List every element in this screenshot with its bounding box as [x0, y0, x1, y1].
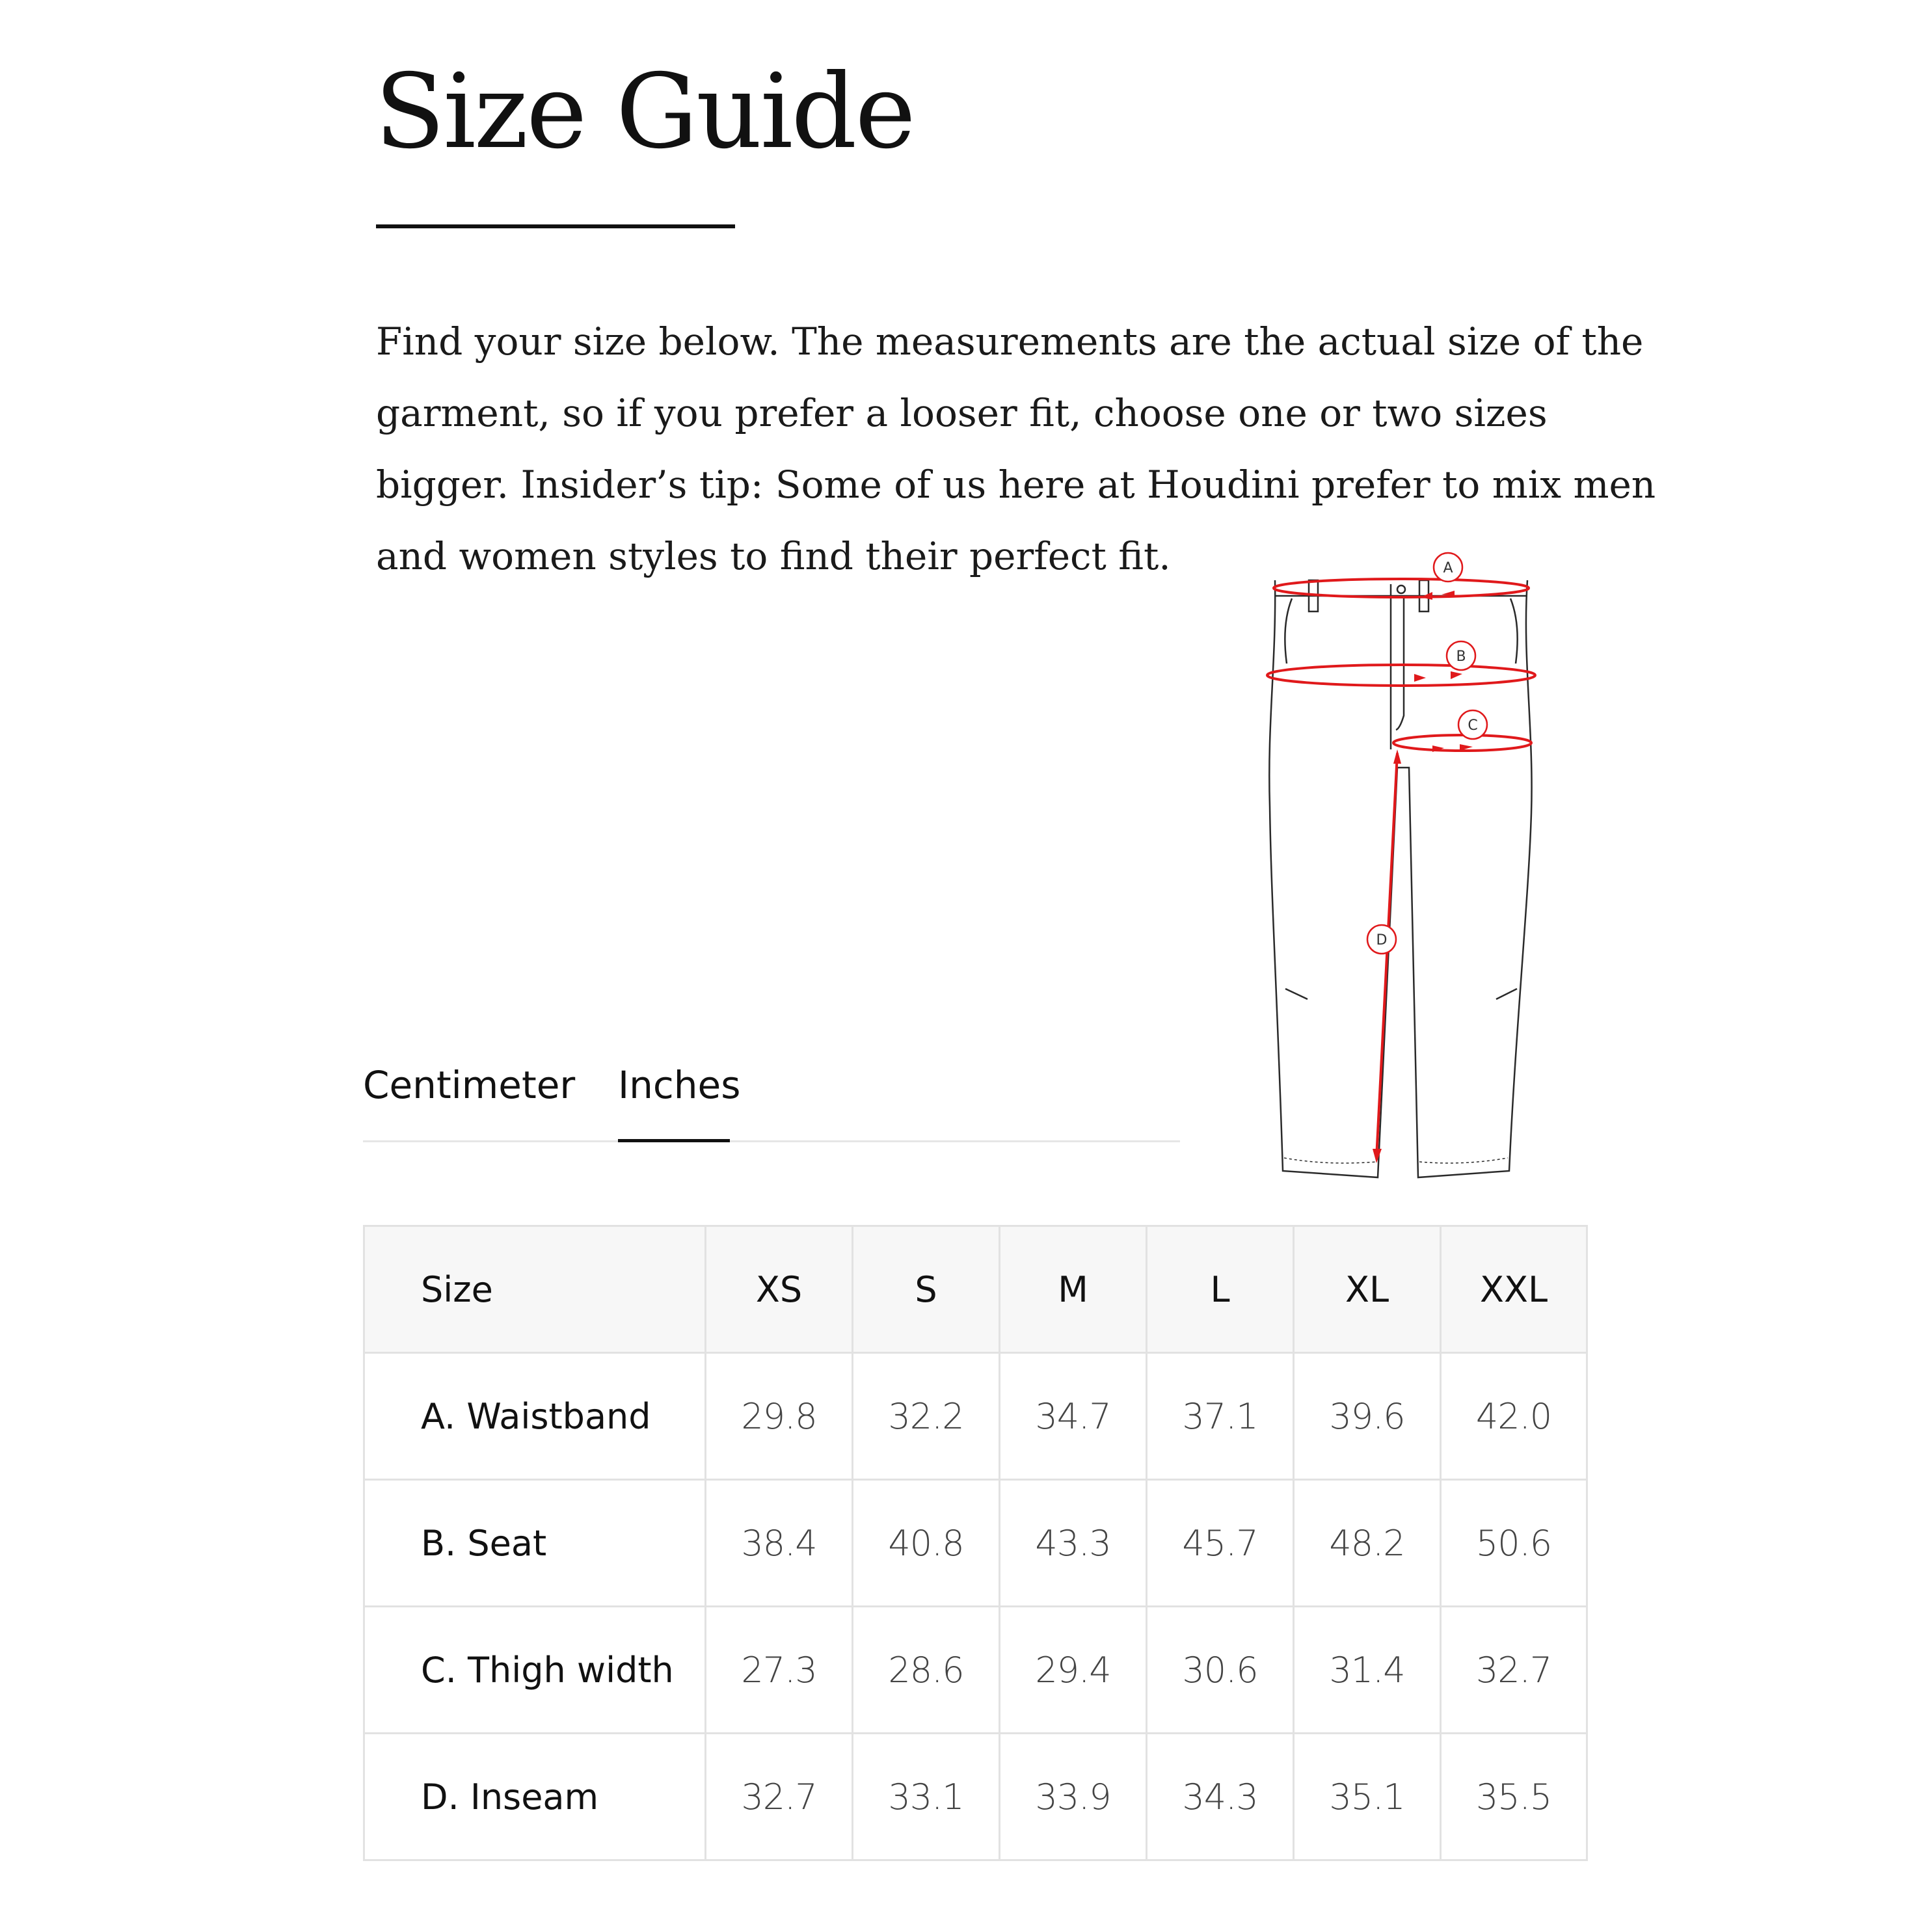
table-cell: 31.4: [1294, 1607, 1441, 1734]
table-cell: 50.6: [1441, 1480, 1587, 1607]
table-cell: 27.3: [706, 1607, 853, 1734]
table-cell: 32.7: [1441, 1607, 1587, 1734]
table-row: [364, 1607, 1587, 1734]
table-cell: 37.1: [1147, 1353, 1294, 1480]
size-table: [363, 1225, 1588, 1861]
table-row: [364, 1353, 1587, 1480]
table-cell: 29.8: [706, 1353, 853, 1480]
title-divider: [376, 224, 735, 228]
intro-line: garment, so if you prefer a looser fit, choose one or two sizes: [376, 391, 1548, 435]
table-cell: 45.7: [1147, 1480, 1294, 1607]
marker-b: B: [1456, 649, 1466, 665]
marker-d: D: [1376, 932, 1388, 948]
header-m: M: [1000, 1226, 1147, 1353]
table-cell: 42.0: [1441, 1353, 1587, 1480]
table-cell: 35.5: [1441, 1734, 1587, 1860]
table-cell: 39.6: [1294, 1353, 1441, 1480]
marker-c: C: [1468, 718, 1478, 734]
page-title: Size Guide: [375, 52, 914, 172]
row-label: A. Waistband: [364, 1353, 706, 1480]
header-xxl: XXL: [1441, 1226, 1587, 1353]
tab-centimeter[interactable]: Centimeter: [363, 1063, 576, 1107]
header-s: S: [853, 1226, 1000, 1353]
header-xl: XL: [1294, 1226, 1441, 1353]
table-cell: 30.6: [1147, 1607, 1294, 1734]
table-header-row: [364, 1226, 1587, 1353]
table-cell: 38.4: [706, 1480, 853, 1607]
table-cell: 32.7: [706, 1734, 853, 1860]
row-label: B. Seat: [364, 1480, 706, 1607]
table-row: [364, 1734, 1587, 1860]
intro-line: and women styles to find their perfect fit.: [376, 534, 1171, 578]
marker-a: A: [1443, 560, 1453, 576]
table-cell: 40.8: [853, 1480, 1000, 1607]
header-size: Size: [364, 1226, 706, 1353]
table-cell: 33.9: [1000, 1734, 1147, 1860]
table-cell: 29.4: [1000, 1607, 1147, 1734]
table-cell: 28.6: [853, 1607, 1000, 1734]
row-label: C. Thigh width: [364, 1607, 706, 1734]
intro-line: bigger. Insider’s tip: Some of us here at Houdini prefer to mix men: [376, 463, 1656, 507]
active-tab-indicator: [618, 1139, 730, 1142]
header-l: L: [1147, 1226, 1294, 1353]
intro-line: Find your size below. The measurements are the actual size of the: [376, 319, 1644, 364]
table-cell: 33.1: [853, 1734, 1000, 1860]
table-cell: 35.1: [1294, 1734, 1441, 1860]
trousers-measurement-icon: [1255, 533, 1568, 1184]
unit-tabs: [363, 1040, 1180, 1142]
table-cell: 34.3: [1147, 1734, 1294, 1860]
table-cell: 48.2: [1294, 1480, 1441, 1607]
header-xs: XS: [706, 1226, 853, 1353]
row-label: D. Inseam: [364, 1734, 706, 1860]
table-cell: 34.7: [1000, 1353, 1147, 1480]
tab-inches[interactable]: Inches: [618, 1063, 741, 1107]
table-row: [364, 1480, 1587, 1607]
table-cell: 43.3: [1000, 1480, 1147, 1607]
table-cell: 32.2: [853, 1353, 1000, 1480]
